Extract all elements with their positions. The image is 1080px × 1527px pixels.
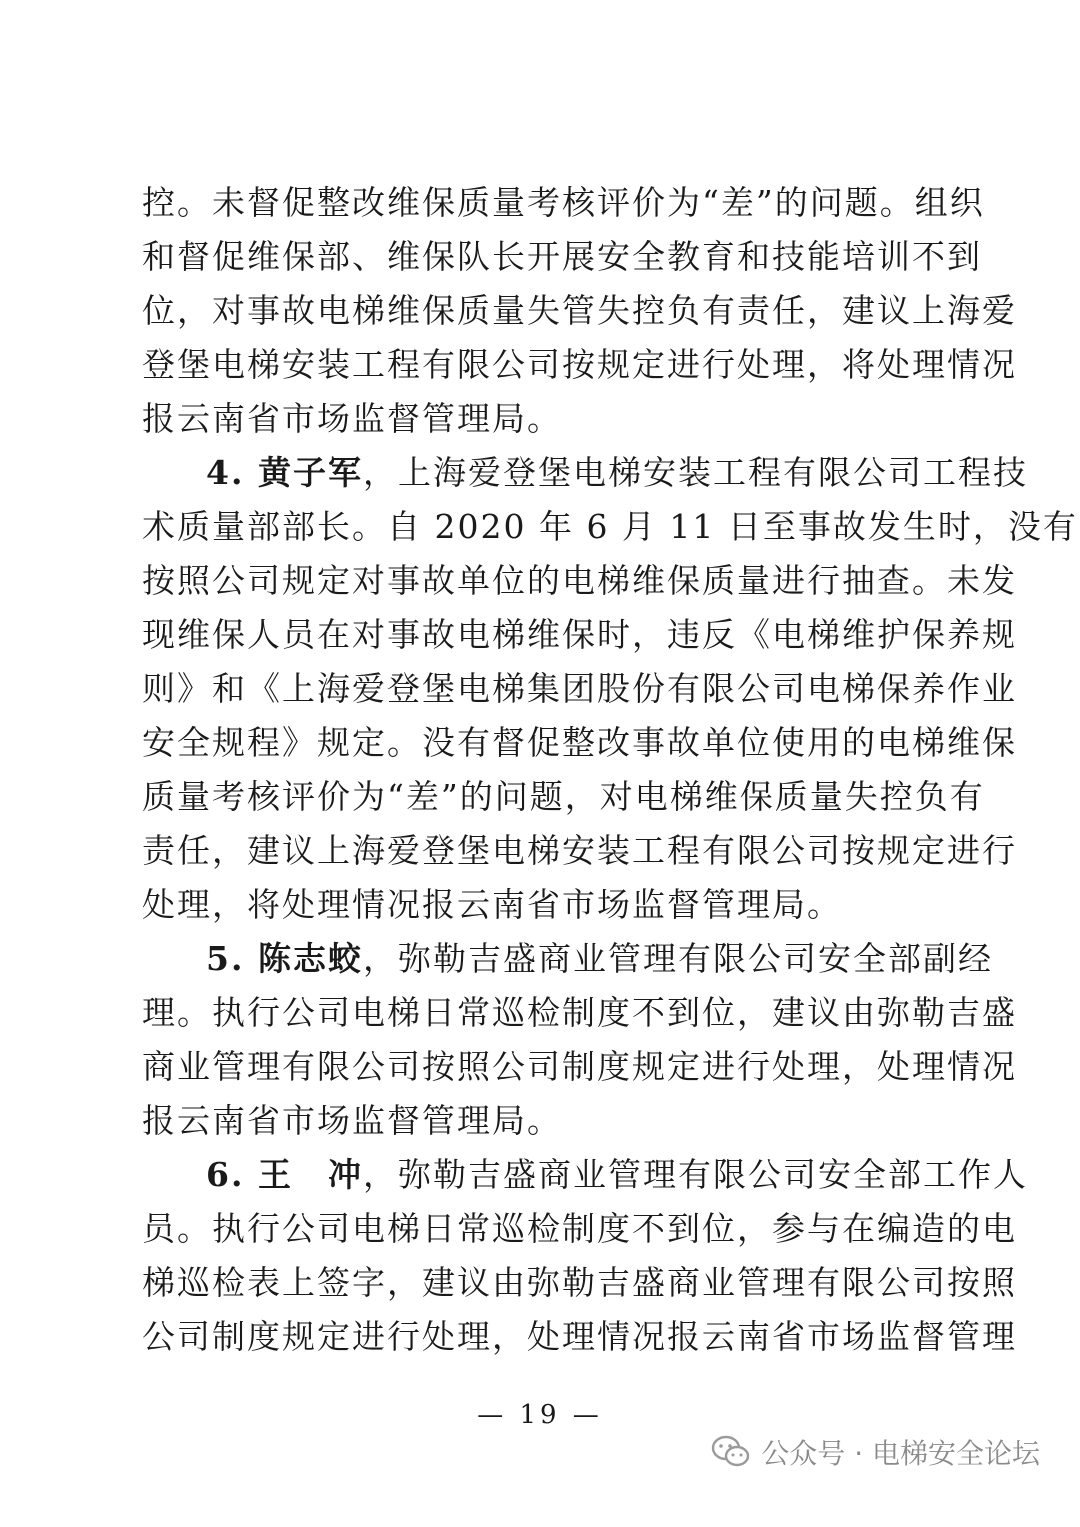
watermark-text: 公众号 · 电梯安全论坛 [761,1437,1040,1470]
wechat-icon [711,1435,751,1469]
page-number: — 19 — [477,1400,603,1430]
paragraph-line: 理。执行公司电梯日常巡检制度不到位，建议由弥勒吉盛 [142,993,1017,1032]
paragraph-line: 报云南省市场监督管理局。 [142,399,562,438]
paragraph-line: 商业管理有限公司按照公司制度规定进行处理，处理情况 [142,1047,1017,1086]
paragraph-line: 控。未督促整改维保质量考核评价为“差”的问题。组织 [142,183,985,222]
paragraph-line: 6. 王 冲，弥勒吉盛商业管理有限公司安全部工作人 [206,1155,1028,1194]
paragraph-line: 登堡电梯安装工程有限公司按规定进行处理，将处理情况 [142,345,1017,384]
paragraph-line: 位，对事故电梯维保质量失管失控负有责任，建议上海爱 [142,291,1017,330]
paragraph-line: 安全规程》规定。没有督促整改事故单位使用的电梯维保 [142,723,1017,762]
item-heading: 4. 黄子军 [206,453,363,492]
item-heading: 6. 王 冲 [206,1155,363,1194]
paragraph-line: 员。执行公司电梯日常巡检制度不到位，参与在编造的电 [142,1209,1017,1248]
paragraph-line: 处理，将处理情况报云南省市场监督管理局。 [142,885,842,924]
paragraph-line: 则》和《上海爱登堡电梯集团股份有限公司电梯保养作业 [142,669,1017,708]
paragraph-line: 责任，建议上海爱登堡电梯安装工程有限公司按规定进行 [142,831,1017,870]
watermark [711,1432,1040,1472]
paragraph-line: 4. 黄子军，上海爱登堡电梯安装工程有限公司工程技 [206,453,1028,492]
paragraph-line: 术质量部部长。自 2020 年 6 月 11 日至事故发生时，没有 [142,507,1078,546]
paragraph-line: 梯巡检表上签字，建议由弥勒吉盛商业管理有限公司按照 [142,1263,1017,1302]
paragraph-line: 和督促维保部、维保队长开展安全教育和技能培训不到 [142,237,982,276]
item-heading: 5. 陈志蛟 [206,939,363,978]
paragraph-line: 5. 陈志蛟，弥勒吉盛商业管理有限公司安全部副经 [206,939,993,978]
paragraph-line: 现维保人员在对事故电梯维保时，违反《电梯维护保养规 [142,615,1017,654]
paragraph-line: 按照公司规定对事故单位的电梯维保质量进行抽查。未发 [142,561,1017,600]
paragraph-line: 质量考核评价为“差”的问题，对电梯维保质量失控负有 [142,777,985,816]
paragraph-line: 公司制度规定进行处理，处理情况报云南省市场监督管理 [142,1317,1017,1356]
paragraph-line: 报云南省市场监督管理局。 [142,1101,562,1140]
body-text [142,176,1078,1364]
